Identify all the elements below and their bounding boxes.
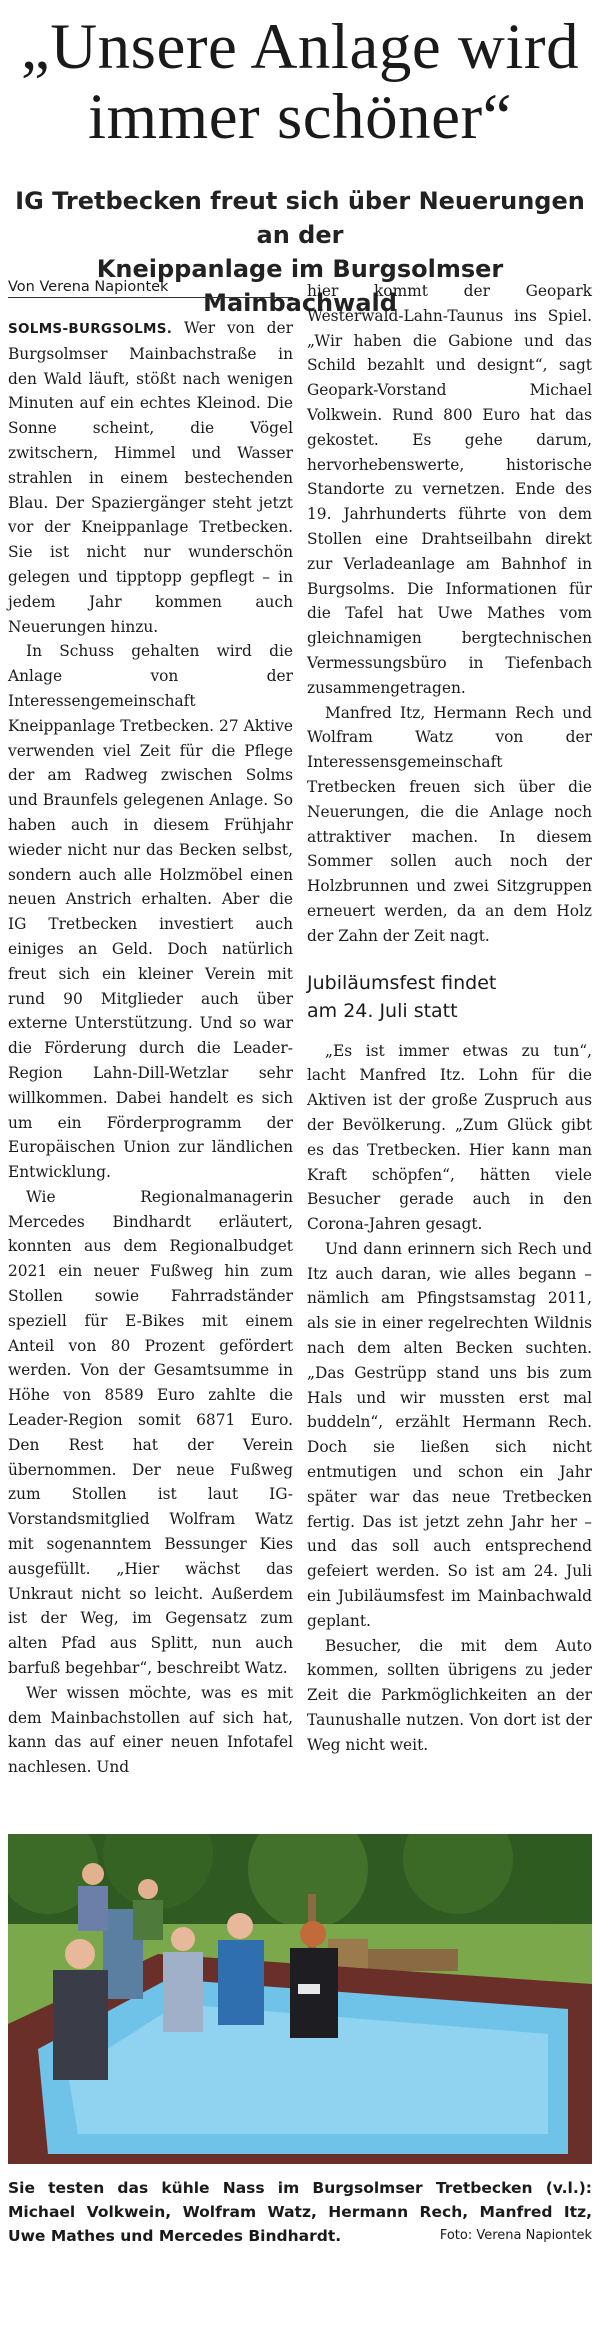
interheadline-line-1: Jubiläumsfest findet <box>307 971 497 994</box>
paragraph: hier kommt der Geopark Westerwald-Lahn-Taunus ins Spiel. „Wir haben die Gabione und das Schild bezahlt und designt“, sagt Geopark-Vorstand Michael Volkwein. Rund 800 Euro hat das gekostet. Es gehe darum, hervorhebenswerte, historische Standorte zu vernetzen. Ende des 19. Jahrhunderts führte von dem Stollen eine Drahtseilbahn direkt zur Verladeanlage am Bahnhof in Burgsolms. Die Informationen für die Tafel hat Uwe Mathes vom gleichnamigen bergtechnischen Vermessungsbüro in Tiefenbach zusammengetragen. <box>307 282 592 697</box>
headline <box>0 12 600 152</box>
paragraph: In Schuss gehalten wird die Anlage von der Interessengemeinschaft Kneippanlage Tretbecken. 27 Aktive verwenden viel Zeit für die Pflege der am Radweg zwischen Solms und Braunfels gelegenen Anlage. So haben auch in diesem Frühjahr wieder nicht nur das Becken selbst, sondern auch alle Holzmöbel einen neuen Anstrich erhalten. Aber die IG Tretbecken investiert auch einiges an Geld. Doch natürlich freut sich ein kleiner Verein mit rund 90 Mitglieder auch über externe Unterstützung. Und so war die Förderung durch die Leader-Region Lahn-Dill-Wetzlar sehr willkommen. Dabei handelt es sich um ein Förderprogramm der Europäischen Union zur ländlichen Entwicklung. <box>8 642 293 1182</box>
paragraph: Manfred Itz, Hermann Rech und Wolfram Watz von der Interessensgemeinschaft Tretbecken freuen sich über die Neuerungen, die die Anlage noch attraktiver machen. In diesem Sommer sollen auch noch der Holzbrunnen und zwei Sitzgruppen erneuert werden, da an dem Holz der Zahn der Zeit nagt. <box>307 703 592 945</box>
subheadline-line-1: IG Tretbecken freut sich über Neuerungen an der <box>15 187 585 249</box>
headline-line-1: „Unsere Anlage wird <box>20 11 580 83</box>
photo-illustration <box>8 1834 592 2164</box>
interheadline <box>307 969 592 1025</box>
headline-line-2: immer schöner“ <box>88 81 512 153</box>
paragraph-lead <box>8 316 293 639</box>
photo-caption <box>8 2176 592 2248</box>
article-photo <box>8 1834 592 2164</box>
subheadline-line-2: Kneippanlage im Burgsolmser Mainbachwald <box>96 255 504 317</box>
lead-text: Wer von der Burgsolmser Mainbachstraße in den Wald läuft, stößt nach wenigen Minuten auf ein echtes Kleinod. Die Sonne scheint, die Vögel zwitschern, Himmel und Wasser strahlen in einem bestechenden Blau. Der Spaziergänger steht jetzt vor der Kneippanlage Tretbecken. Sie ist nicht nur wunderschön gelegen und tipptopp gepflegt – in jedem Jahr kommen auch Neuerungen hinzu. <box>8 319 293 636</box>
paragraph: Wie Regionalmanagerin Mercedes Bindhardt erläutert, konnten aus dem Regionalbudget 2021 ein neuer Fußweg hin zum Stollen sowie Fahrradständer speziell für E-Bikes mit einem Anteil von 80 Prozent gefördert werden. Von der Gesamtsumme in Höhe von 8589 Euro zahlte die Leader-Region somit 6871 Euro. Den Rest hat der Verein übernommen. Der neue Fußweg zum Stollen ist laut IG-Vorstandsmitglied Wolfram Watz mit sogenanntem Bessunger Kies ausgefüllt. „Hier wächst das Unkraut nicht so leicht. Außerdem ist der Weg, im Gegensatz zum alten Pfad aus Splitt, nun auch barfuß begehbar“, beschreibt Watz. <box>8 1187 293 1678</box>
caption-text: Sie testen das kühle Nass im Burgsolmser Tretbecken (v.l.): Michael Volkwein, Wolfram Watz, Hermann Rech, Manfred Itz, Uwe Mathes und Mercedes Bindhardt. <box>8 2179 592 2245</box>
dateline: SOLMS-BURGSOLMS. <box>8 321 173 337</box>
article-column-left <box>8 316 293 1780</box>
paragraph: Besucher, die mit dem Auto kommen, sollten übrigens zu jeder Zeit die Parkmöglichkeiten an der Taunushalle nutzen. Von dort ist der Weg nicht weit. <box>307 1636 592 1754</box>
byline: Von Verena Napiontek <box>8 279 293 298</box>
interheadline-line-2: am 24. Juli statt <box>307 999 458 1022</box>
paragraph: „Es ist immer etwas zu tun“, lacht Manfred Itz. Lohn für die Aktiven ist der große Zuspruch aus der Bevölkerung. „Zum Glück gibt es das Tretbecken. Hier kann man Kraft schöpfen“, hätten viele Besucher gerade auch in den Corona-Jahren gesagt. <box>307 1041 592 1234</box>
paragraph: Und dann erinnern sich Rech und Itz auch daran, wie alles begann – nämlich am Pfingstsamstag 2011, als sie in einer regelrechten Wildnis nach dem alten Becken suchten. „Das Gestrüpp stand uns bis zum Hals und wir mussten erst mal buddeln“, erzählt Hermann Rech. Doch sie ließen sich nicht entmutigen und schon ein Jahr später war das neue Tretbecken fertig. Das ist jetzt zehn Jahr her – und das soll auch entsprechend gefeiert werden. So ist am 24. Juli ein Jubiläumsfest im Mainbachwald geplant. <box>307 1239 592 1630</box>
article-column-right <box>307 279 592 1758</box>
photo-credit: Foto: Verena Napiontek <box>439 2228 592 2243</box>
paragraph: Wer wissen möchte, was es mit dem Mainbachstollen auf sich hat, kann das auf einer neuen Infotafel nachlesen. Und <box>8 1683 293 1777</box>
